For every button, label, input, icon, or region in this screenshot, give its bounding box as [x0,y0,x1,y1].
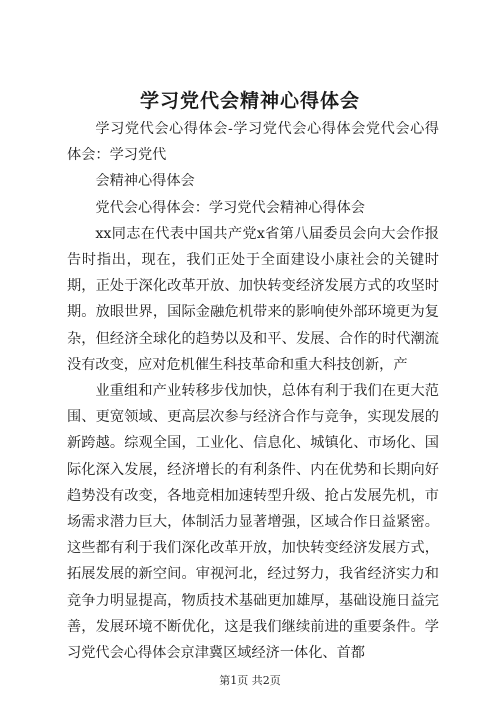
document-body [67,116,439,666]
page-number-footer: 第1页 共2页 [219,674,281,687]
document-title: 学习党代会精神心得体会 [139,90,360,112]
paragraph: 党代会心得体会：学习党代会精神心得体会 [95,199,365,216]
paragraph: 业重组和产业转移步伐加快，总体有利于我们在更大范围、更宽领域、更高层次参与经济合作与竞争，实现发展的新跨越。综观全国，工业化、信息化、城镇化、市场化、国际化深入发展，经济增长的有利条件、内在优势和长期向好趋势没有改变，各地竞相加速转型升级、抢占发展先机，市场需求潜力巨大，体制活力显著增强，区域合作日益紧密。这些都有利于我们深化改革开放，加快转变经济发展方式，拓展发展的新空间。审视河北，经过努力，我省经济实力和竞争力明显提高，物质技术基础更加雄厚，基础设施日益完善，发展环境不断优化，这是我们继续前进的重要条件。学习党代会心得体会京津冀区域经济一体化、首都 [67,383,439,662]
paragraph: 会精神心得体会 [95,173,195,190]
paragraph: xx同志在代表中国共产党x省第八届委员会向大会作报告时指出，现在，我们正处于全面建设小康社会的关键时期，正处于深化改革开放、加快转变经济发展方式的攻坚时期。放眼世界，国际金融危机带来的影响使外部环境更为复杂，但经济全球化的趋势以及和平、发展、合作的时代潮流没有改变，应对危机催生科技革命和重大科技创新，产 [67,225,439,373]
paragraph: 学习党代会心得体会-学习党代会心得体会党代会心得体会：学习党代 [67,121,439,164]
